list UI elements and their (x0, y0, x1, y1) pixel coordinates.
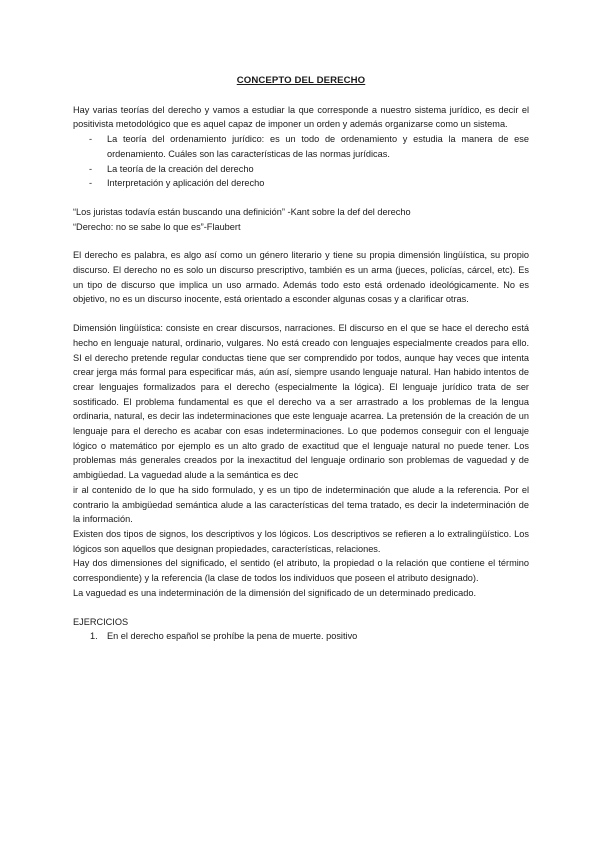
exercises-list (73, 629, 529, 644)
paragraph-vaguedad-continuation: ir al contenido de lo que ha sido formulado, y es un tipo de indeterminación que alude a la referencia. Por el contrario la ambigüedad semántica alude a las características del tema tratado, es decir la indeterminación de la información. (73, 484, 529, 525)
paragraph-signos: Existen dos tipos de signos, los descriptivos y los lógicos. Los descriptivos se refieren a lo extralingüístico. Los lógicos son aquellos que designan propiedades, características, relaciones. (73, 528, 529, 554)
list-item: - La teoría de la creación del derecho (107, 162, 529, 177)
paragraph-vaguedad: La vaguedad es una indeterminación de la dimensión del significado de un determinado predicado. (73, 587, 476, 598)
document-page (73, 74, 529, 644)
exercise-item: 1. En el derecho español se prohíbe la pena de muerte. positivo (107, 629, 529, 644)
paragraph-significado: Hay dos dimensiones del significado, el sentido (el atributo, la propiedad o la relación que contiene el término correspondiente) y la referencia (la clase de todos los individuos que poseen el atributo designado). (73, 558, 529, 584)
intro-paragraph: Hay varias teorías del derecho y vamos a estudiar la que corresponde a nuestro sistema jurídico, es decir el positivista metodológico que es aquel capaz de imponer un orden y además organizarse como un sistema. (73, 104, 529, 130)
paragraph-derecho-palabra: El derecho es palabra, es algo así como un género literario y tiene su propia dimensión lingüística, su propio discurso. El derecho no es solo un discurso prescriptivo, también es un arma (jueces, policías, cárcel, etc). Es un tipo de discurso que implica un uso armado. Además todo esto está ordenado ideológicamente. No es objetivo, no es un discurso inocente, está orientado a esconder algunas cosas y a clarificar otras. (73, 250, 529, 305)
theories-list (73, 132, 529, 191)
list-item: - Interpretación y aplicación del derecho (107, 176, 529, 191)
list-item: - La teoría del ordenamiento jurídico: es un todo de ordenamiento y estudia la manera de ese ordenamiento. Cuáles son las características de las normas jurídicas. (107, 132, 529, 161)
exercises-heading: EJERCICIOS (73, 616, 129, 627)
quote-kant: “Los juristas todavía están buscando una definición” -Kant sobre la def del derecho (73, 206, 411, 217)
quote-flaubert: “Derecho: no se sabe lo que es”-Flaubert (73, 221, 241, 232)
paragraph-dimension-linguistica: Dimensión lingüística: consiste en crear discursos, narraciones. El discurso en el que se hace el derecho está hecho en lenguaje natural, ordinario, vulgares. No está creado con lenguajes especialmente creados para ello. SI el derecho pretende regular conductas tiene que ser comprendido por todos, aunque hay veces que intenta crear jerga más formal para especificar más, aún así, siempre usando lenguaje natural. Han habido intentos de crear lenguajes formalizados para el derecho (especialmente la lógica). El lenguaje jurídico trata de ser sostificado. El problema fundamental es que el derecho va a ser arrastrado a los problemas de la lengua ordinaria, natural, es decir las indeterminaciones que este lenguaje acarrea. La pretensión de la creación de un lenguaje para el derecho es acabar con esas indeterminaciones. Lo que podemos conseguir con el lenguaje lógico o matemático por ejemplo es un alto grado de exactitud que el lenguaje natural no puede tener. Los problemas más generales creados por la inexactitud del lenguaje ordinario son problemas de vaguedad y de ambigüedad. La vaguedad alude a la semántica es dec (73, 323, 529, 481)
document-title: CONCEPTO DEL DERECHO (236, 75, 366, 86)
